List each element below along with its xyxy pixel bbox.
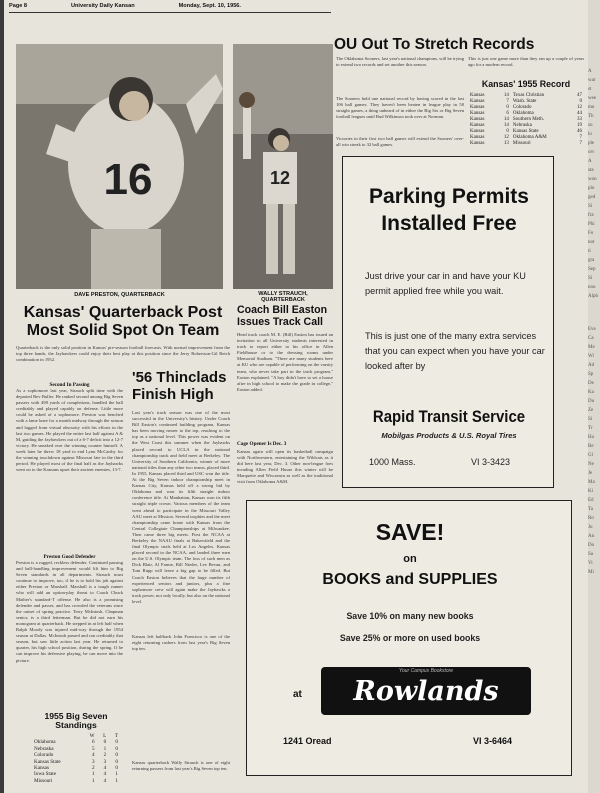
headline-line: Coach Bill Easton [237, 304, 328, 316]
table-row: Kansas 6 Oklahoma 44 [470, 111, 582, 116]
edge-text-fragment: Sep [588, 267, 596, 272]
table-row: Kansas 0 Colorado 12 [470, 105, 582, 110]
table-row: Nebraska 5 1 0 [34, 745, 118, 752]
title-line: 1955 Big Seven [44, 711, 108, 721]
edge-text-fragment: ti [588, 249, 591, 254]
thinclads-extra-2: Kansas quarterback Wally Strauch is one of eight returning passers from last year's Big Seven top ten. [132, 760, 230, 772]
easton-body-2: Kansas again will open its basketball campaign with Northwestern, entertaining the Wildcats as it did here last year, Dec. 3. Other non-league foes invading Allen Field House this winter will be Marquette and Wisconsin as well as the traditional visit from Oklahoma A&M. [237, 449, 333, 485]
table-row: Missouri 1 4 1 [34, 777, 118, 784]
table-row: Colorado 4 2 0 [34, 752, 118, 759]
table-row: Kansas 14 Nebraska 19 [470, 123, 582, 128]
edge-text-fragment: mu [588, 105, 595, 110]
caption-wally-strauch [233, 291, 333, 304]
table-row: Iowa State 1 4 1 [34, 771, 118, 778]
headline-line: Kansas' Quarterback Post [23, 304, 223, 321]
edge-text-fragment: Ta [588, 507, 593, 512]
rowlands-tagline: Your Campus Bookstore [398, 668, 454, 674]
thinclads-extra: Kansas left halfback John Francisco is one of the eight returning rushers from last year's Big Seven top ten. [132, 634, 230, 652]
table-row: Kansas 7 Wash. State 0 [470, 99, 582, 104]
rowlands-logo [321, 667, 531, 715]
table-row: Kansas 14 Texas Christian 47 [470, 93, 582, 98]
edge-text-fragment: not [588, 240, 595, 245]
title-line: Installed Free [381, 212, 517, 236]
table-row: Kansas State 3 3 0 [34, 758, 118, 765]
edge-text-fragment: war [588, 78, 596, 83]
issue-date: Monday, Sept. 10, 1956. [178, 3, 241, 9]
offer-used-books: Save 25% or more on used books [339, 633, 481, 643]
edge-text-fragment: Ad [588, 363, 595, 368]
edge-text-fragment: Ne [588, 462, 594, 467]
edge-text-fragment: Si [588, 276, 593, 281]
edge-text-fragment: plo [588, 186, 595, 191]
easton-body: Head track coach M. E. (Bill) Easton has issued an invitation to all University students interested in track to report either to his office in Allen Fieldhouse or to the dressing rooms under Memorial Stadium. "There are many students here at KU who are capable of performing on the varsity team, who never take part in the track program," Easton explained. "A boy didn't have to set a house afire in high school to make the grade in college," Easton added. [237, 332, 333, 392]
column-header: L [103, 732, 107, 739]
headline-line: Issues Track Call [237, 315, 323, 328]
subhead: Second In Passing [49, 382, 90, 388]
edge-text-fragment: won [588, 177, 597, 182]
edge-text-fragment: gra [588, 258, 595, 263]
edge-text-fragment: Ju [588, 525, 593, 530]
edge-text-fragment: De [588, 381, 594, 386]
qb-lead: Quarterback is the only solid position in Kansas' pre-season football forecasts. With normal improvement from the top three hands, the Jayhawkers could enjoy their best play at this position since the Jerry Robertson-Gil Reich combination in 1952. [16, 345, 230, 363]
caption-dave-preston: DAVE PRESTON, QUARTERBACK [74, 292, 165, 298]
rowlands-address: 1241 Oread [283, 736, 332, 746]
column-header: T [114, 732, 118, 739]
records-intro-1: The Oklahoma Sooners, last year's national champions, will be trying to extend two records and set another this season. [336, 56, 464, 68]
rapid-transit-brand: Rapid Transit Service [372, 407, 526, 426]
rowlands-name: Rowlands [353, 676, 499, 707]
edge-text-fragment: Wi [588, 354, 594, 359]
edge-text-fragment: cer [588, 150, 595, 155]
edge-text-fragment: Gl [588, 453, 593, 458]
table-row: Kansas 0 Kansas State 46 [470, 129, 582, 134]
jersey-number-12: 12 [269, 168, 291, 188]
football-player-illustration [16, 44, 223, 289]
edge-text-fragment: Be [588, 444, 594, 449]
rapid-transit-subline: Mobilgas Products & U.S. Royal Tires [381, 431, 517, 440]
edge-text-fragment: fra [588, 213, 594, 218]
edge-text-fragment: Th [588, 114, 594, 119]
edge-text-fragment: lo [588, 132, 592, 137]
jersey-number-16: 16 [103, 155, 153, 204]
save-headline: SAVE! [375, 519, 445, 545]
table-row: Kansas 14 Southern Meth. 33 [470, 117, 582, 122]
photo-dave-preston [16, 44, 223, 289]
parking-ad-title [343, 183, 555, 238]
caption-line: QUARTERBACK [261, 297, 305, 304]
edge-text-fragment: Fo [588, 231, 594, 236]
column-header: W [89, 732, 95, 739]
records-intro-3: Victories in their first two ball games will extend the Sooners' over-all win streak to 32 ball games. [336, 136, 464, 148]
parking-ad-text-1: Just drive your car in and have your KU permit applied free while you wait. [365, 271, 526, 296]
edge-text-fragment: Si [588, 417, 593, 422]
standings-title [32, 712, 120, 731]
records-headline: OU Out To Stretch Records [334, 36, 535, 53]
save-on-label: on [403, 553, 417, 565]
title-line: Standings [55, 720, 97, 731]
table-row: Kansas 13 Missouri 7 [470, 141, 582, 146]
edge-text-fragment: Mi [588, 570, 594, 575]
caption-line: WALLY STRAUCH, [258, 291, 308, 297]
parking-permits-ad [342, 156, 554, 488]
edge-text-fragment: Je [588, 471, 593, 476]
kansas-record-table [468, 93, 584, 147]
edge-text-fragment: Ka [588, 390, 594, 395]
edge-text-fragment: so [588, 123, 593, 128]
football-player-illustration [233, 44, 333, 289]
edge-text-fragment: Sp [588, 372, 594, 377]
edge-text-fragment: sta [588, 168, 594, 173]
paper-name: University Daily Kansan [70, 3, 135, 9]
at-label: at [293, 689, 302, 700]
edge-text-fragment: st [588, 87, 592, 92]
masthead [9, 3, 241, 12]
records-intro-4: This is just one game more than they ran up a couple of years ago for a modern record. [468, 56, 584, 68]
qb-headline [16, 304, 230, 339]
offer-new-books: Save 10% on many new books [346, 611, 474, 621]
standings-box [32, 712, 120, 784]
photo-wally-strauch [233, 44, 333, 289]
records-intro-2: The Sooners hold one national record by having scored in the last 106 ball games. They haven't been beaten in league play in 50 straight games, a thing unheard of in either the Big Six or Big Seven football leagues until Bud Wilkinson took over at Norman. [336, 96, 464, 120]
headline-line: Finish High [132, 385, 214, 403]
edge-text-fragment: Ed [588, 498, 594, 503]
article-body: Preston is a rugged, reckless defender. Continued passing and ball-handling improvement would lift him to Big Seven standards in all departments. Strauch must continue to improve, too, if he is to hold his job against either Preston or Marshall. Marshall is a tough runner who will add an option-play threat to Coach Chuck Mather's standard-T offense. He also is a promising defender and passer, and has crowded the veterans since the outset of spring practice. Terry McIntosh, Chapman senior, is a third letterman. But he did not earn his monogram at quarterback. He stepped in at left half when Ralph Moody was injured mid-way through the 1954 season at Dallas. McIntosh passed and ran creditably that season, but saw little action last year. He returned to quarter, his high school position, during the spring. If he can improve his defensive playing, he can move into the picture. [16, 560, 123, 663]
easton-headline [237, 305, 337, 328]
edge-text-fragment: Tr [588, 426, 593, 431]
thinclads-body: Last year's track season was one of the most successful in the University's history. Under Coach Bill Easton's continued building program, Kansas has been moving nearer to the top, reaching to the top as a national level. This power was evident on the West Coast this summer when the Jayhawks placed second to UCLA in the national championship track and field meet at Berkeley. The University of Southern California, winner of more national titles than any other two teams, placed third. In 1955, Kansas placed third and USC won the title. At the Big Seven indoor championship meet in Kansas City, Kansas held off a strong bid by Oklahoma and won its fifth straight indoor conference title. At Manhattan, Kansas won its fifth straight triple crown. Various members of the team went ahead to participate in the Missouri Valley AAU meet at Mission. Several trophies and the meet championship came home with Kansas from the Central Collegiate Championships at Milwaukee. Then came three big meets. First the NCAA at Berkeley the NAAU finals at Bakersfield and the final Olympic trials held at Los Angeles. Kansas placed second in the NCAA, and landed three men on the U.S. Olympic team. The loss of such men as Dick Blair, Al Frame, Bill Nieder, Lee Bevan, and Tom Rupp will leave a big gap to be filled. But Coach Easton believes that the large number of experienced seniors and juniors, plus a fine sophomore crew will again make the Jayhawks a track power, not only locally, but also on the national level. [132, 410, 230, 604]
edge-text-fragment: Ma [588, 480, 595, 485]
edge-text-fragment: wee [588, 96, 597, 101]
edge-text-fragment: Sa [588, 552, 593, 557]
edge-text-fragment: ple [588, 141, 595, 146]
edge-text-fragment: ged [588, 195, 596, 200]
edge-text-fragment: Do [588, 543, 595, 548]
qb-column [16, 382, 123, 702]
edge-text-fragment: Eve [588, 327, 596, 332]
edge-text-fragment: Ca [588, 336, 594, 341]
edge-text-fragment: An [588, 534, 595, 539]
page-label: Page 8 [9, 3, 28, 9]
edge-text-fragment: Phi [588, 222, 595, 227]
adjacent-page-edge [588, 0, 600, 793]
subhead: Preston Good Defender [43, 554, 96, 560]
books-supplies-title: BOOKS and SUPPLIES [322, 571, 498, 588]
newspaper-page [4, 0, 588, 793]
rapid-transit-address: 1000 Mass. [369, 457, 416, 467]
headline-line: '56 Thinclads [132, 369, 227, 386]
edge-text-fragment: Vi [588, 561, 593, 566]
edge-text-fragment: Ha [588, 435, 594, 440]
masthead-rule [9, 12, 331, 13]
parking-ad-text-2: This is just one of the many extra services that you can expect when you have your car looked after by [365, 331, 545, 371]
subhead-cage-opener: Cage Opener Is Dec. 3 [237, 441, 287, 447]
edge-text-fragment: Ze [588, 408, 594, 413]
table-row: Kansas 2 4 0 [34, 764, 118, 771]
books-supplies-ad [246, 500, 572, 776]
rowlands-phone: VI 3-6464 [473, 736, 513, 746]
edge-text-fragment: A [588, 159, 592, 164]
standings-table [32, 733, 120, 784]
kansas-record-title: Kansas' 1955 Record [481, 79, 571, 89]
edge-text-fragment: Alph [588, 294, 598, 299]
article-body: As a sophomore last year, Strauch split time with the departed Bev Buller. He ranked second among Big Seven passers with 498 yards of completions, handled the ball creditably and played capably on defense. Little more could be asked of a sophomore. Preston was benched with a lame knee for a month midway through the season and lugged from virtual obscurity with his efforts in the last two games. He played the entire last half against A & M, guiding the Jayhawkers out of a 6-7 deficit into a 12-7 victory. He sneaked over the winning counter himself. A week later he threw 18 yard to end Lynn McCarthy for the winning touchdown against Missouri late in the third period. He played most of the final half as the Jayhawks went on to the Kansans upset their ancient enemies, 13-7. [16, 388, 123, 473]
edge-text-fragment: Du [588, 399, 595, 404]
edge-text-fragment: nou [588, 285, 596, 290]
rapid-transit-phone: VI 3-3423 [471, 457, 511, 467]
title-line: Parking Permits [369, 185, 529, 208]
headline-line: Most Solid Spot On Team [26, 321, 220, 339]
edge-text-fragment: Ki [588, 489, 593, 494]
edge-text-fragment: A [588, 69, 592, 74]
edge-text-fragment: Ro [588, 516, 594, 521]
table-row: Oklahoma 6 0 0 [34, 739, 118, 746]
table-row: Kansas 12 Oklahoma A&M 7 [470, 135, 582, 140]
thinclads-headline [132, 370, 232, 403]
edge-text-fragment: Si [588, 204, 593, 209]
edge-text-fragment: Me [588, 345, 595, 350]
